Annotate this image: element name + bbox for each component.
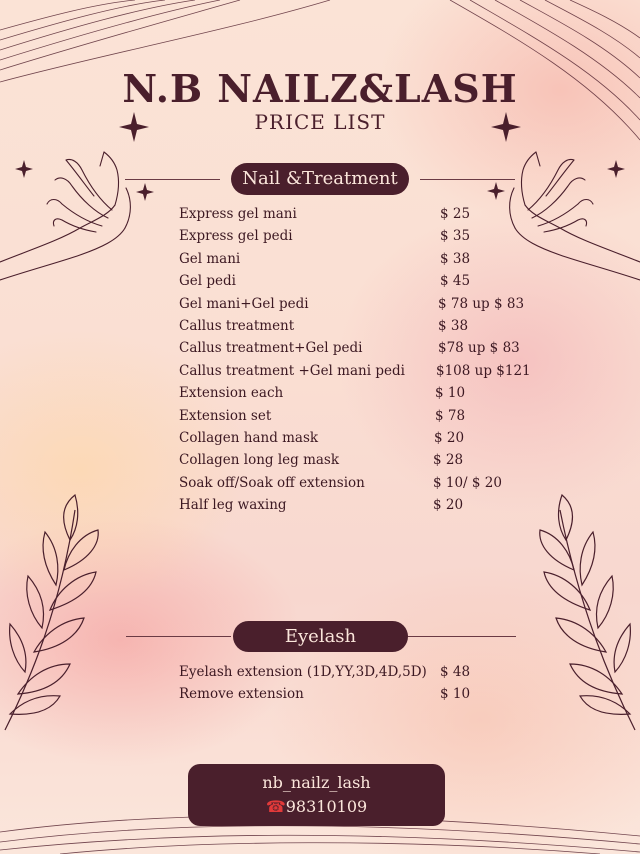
phone-icon: ☎ bbox=[265, 797, 286, 816]
list-item bbox=[179, 430, 539, 452]
page-title: N.B NAILZ&LASH bbox=[122, 66, 518, 111]
service-name: Callus treatment +Gel mani pedi bbox=[179, 362, 405, 379]
phone-number: 98310109 bbox=[285, 797, 368, 816]
divider-line bbox=[125, 179, 220, 180]
service-price: $ 10/ $ 20 bbox=[433, 474, 502, 491]
service-price: $108 up $121 bbox=[436, 362, 531, 379]
list-item bbox=[179, 296, 539, 318]
service-price: $ 10 bbox=[435, 385, 466, 402]
service-name: Half leg waxing bbox=[179, 497, 287, 514]
section-heading-nail-treatment: Nail &Treatment bbox=[231, 163, 409, 195]
service-name: Gel pedi bbox=[179, 273, 236, 290]
instagram-handle[interactable]: nb_nailz_lash bbox=[262, 773, 371, 792]
sparkle-icon bbox=[136, 183, 154, 201]
service-name: Soak off/Soak off extension bbox=[179, 474, 365, 491]
service-price: $ 38 bbox=[438, 317, 469, 334]
eyelash-price-list bbox=[179, 664, 539, 709]
service-price: $ 28 bbox=[433, 452, 464, 469]
list-item bbox=[179, 340, 539, 362]
section-heading-eyelash: Eyelash bbox=[233, 621, 408, 652]
service-name: Extension each bbox=[179, 385, 284, 402]
service-name: Collagen long leg mask bbox=[179, 452, 340, 469]
list-item bbox=[179, 452, 539, 474]
sparkle-icon bbox=[487, 182, 505, 200]
service-name: Gel mani bbox=[179, 250, 241, 267]
list-item bbox=[179, 228, 539, 250]
service-name: Remove extension bbox=[179, 686, 304, 703]
service-price: $ 35 bbox=[440, 228, 471, 245]
divider-line bbox=[408, 636, 516, 637]
list-item bbox=[179, 273, 539, 295]
service-price: $ 38 bbox=[440, 250, 471, 267]
list-item bbox=[179, 385, 539, 407]
list-item bbox=[179, 206, 539, 228]
sparkle-icon bbox=[15, 160, 33, 178]
service-price: $ 45 bbox=[440, 273, 471, 290]
service-price: $78 up $ 83 bbox=[438, 340, 520, 357]
page-subtitle: PRICE LIST bbox=[254, 110, 386, 134]
phone-line[interactable] bbox=[188, 797, 445, 816]
list-item bbox=[179, 408, 539, 430]
nail-treatment-price-list bbox=[179, 206, 539, 519]
list-item bbox=[179, 363, 539, 385]
list-item bbox=[179, 475, 539, 497]
divider-line bbox=[126, 636, 231, 637]
list-item bbox=[179, 251, 539, 273]
sparkle-icon bbox=[607, 160, 625, 178]
service-name: Callus treatment+Gel pedi bbox=[179, 340, 363, 357]
service-price: $ 78 up $ 83 bbox=[438, 295, 525, 312]
list-item bbox=[179, 497, 539, 519]
service-name: Express gel pedi bbox=[179, 228, 293, 245]
service-price: $ 20 bbox=[434, 429, 465, 446]
service-name: Gel mani+Gel pedi bbox=[179, 295, 309, 312]
service-price: $ 78 bbox=[435, 407, 466, 424]
service-price: $ 20 bbox=[433, 497, 464, 514]
service-name: Express gel mani bbox=[179, 206, 297, 222]
service-price: $ 25 bbox=[440, 206, 471, 222]
list-item bbox=[179, 318, 539, 340]
hand-illustration-left bbox=[0, 152, 130, 280]
leaf-branch-right bbox=[540, 495, 635, 730]
service-price: $ 10 bbox=[440, 686, 471, 703]
leaf-branch-left bbox=[5, 495, 98, 730]
list-item bbox=[179, 664, 539, 686]
contact-box bbox=[188, 764, 445, 826]
service-name: Callus treatment bbox=[179, 317, 295, 334]
service-name: Extension set bbox=[179, 407, 272, 424]
service-name: Collagen hand mask bbox=[179, 429, 319, 446]
service-price: $ 48 bbox=[440, 664, 471, 680]
list-item bbox=[179, 686, 539, 708]
divider-line bbox=[420, 179, 515, 180]
service-name: Eyelash extension (1D,YY,3D,4D,5D) bbox=[179, 664, 427, 680]
